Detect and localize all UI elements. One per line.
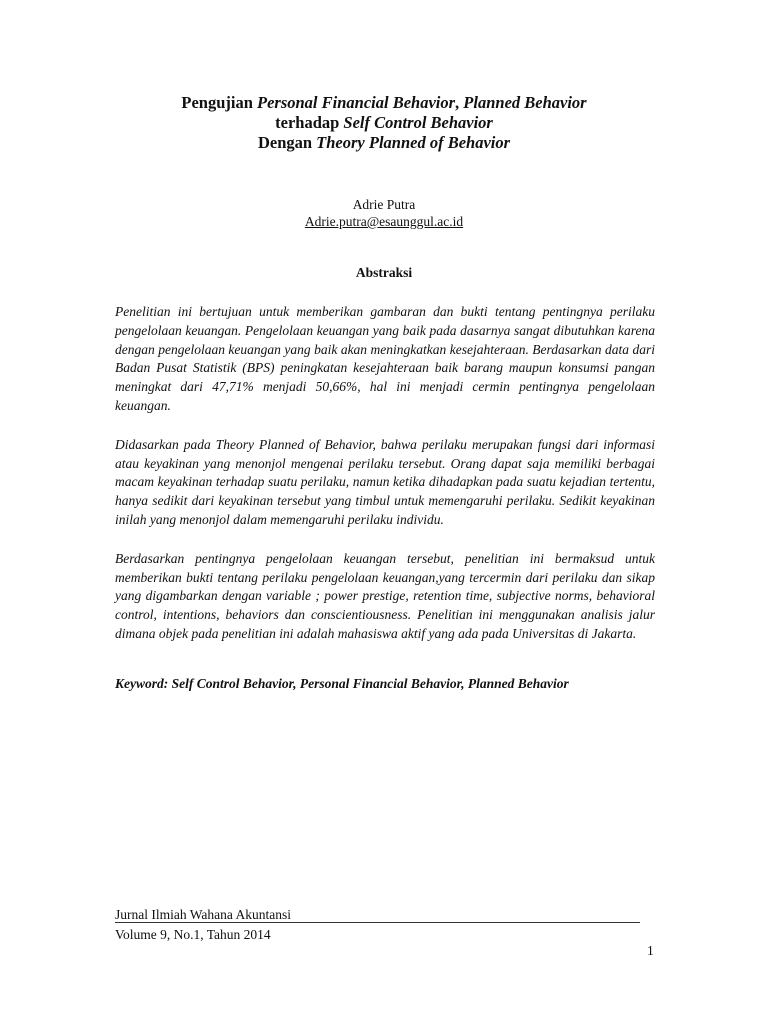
paper-title [0, 93, 768, 153]
title-line-1: Pengujian Personal Financial Behavior, Planned Behavior [181, 93, 587, 112]
keywords: Keyword: Self Control Behavior, Personal Financial Behavior, Planned Behavior [115, 676, 569, 691]
author-name: Adrie Putra [352, 197, 416, 212]
author-email[interactable]: Adrie.putra@esaunggul.ac.id [304, 214, 464, 229]
abstract-paragraph-2: Didasarkan pada Theory Planned of Behavior, bahwa perilaku merupakan fungsi dari informasi atau keyakinan yang menonjol mengenai perilaku tersebut. Orang dapat saja memiliki berbagai macam keyakinan terhadap suatu perilaku, namun ketika dihadapkan pada suatu kejadian tertentu, hanya sedikit dari keyakinan tersebut yang timbul untuk memengaruhi perilaku. Sedikit keyakinan inilah yang menonjol dalam memengaruhi perilaku individu. [115, 436, 655, 527]
footer-divider [115, 922, 640, 923]
footer-journal-name: Jurnal Ilmiah Wahana Akuntansi [115, 907, 292, 922]
abstract-paragraph-3: Berdasarkan pentingnya pengelolaan keuangan tersebut, penelitian ini bermaksud untuk memberikan bukti tentang perilaku pengelolaan keuangan,yang tercermin dari perilaku dan sikap yang digambarkan dengan variable ; power prestige, retention time, subjective norms, behavioral control, intentions, behaviors dan conscientiousness. Penelitian ini menggunakan analisis jalur dimana objek pada penelitian ini adalah mahasiswa aktif yang ada pada Universitas di Jakarta. [115, 550, 655, 641]
title-line-3: Dengan Theory Planned of Behavior [257, 133, 511, 152]
abstract-heading: Abstraksi [355, 265, 413, 280]
footer-volume: Volume 9, No.1, Tahun 2014 [115, 927, 271, 942]
page-number: 1 [647, 943, 654, 958]
abstract-paragraph-1: Penelitian ini bertujuan untuk memberikan gambaran dan bukti tentang pentingnya perilaku pengelolaan keuangan. Pengelolaan keuangan yang baik pada dasarnya sangat dibutuhkan karena dengan pengelolaan keuangan yang baik akan meningkatkan kesejahteraan. Berdasarkan data dari Badan Pusat Statistik (BPS) peningkatan kesejahteraan baik barang maupun konsumsi pangan meningkat dari 47,71% menjadi 50,66%, hal ini menjadi cermin pentingnya pengelolaan keuangan. [115, 304, 655, 413]
abstract-body [115, 303, 655, 664]
title-line-2: terhadap Self Control Behavior [275, 113, 493, 132]
author-block [0, 196, 768, 230]
